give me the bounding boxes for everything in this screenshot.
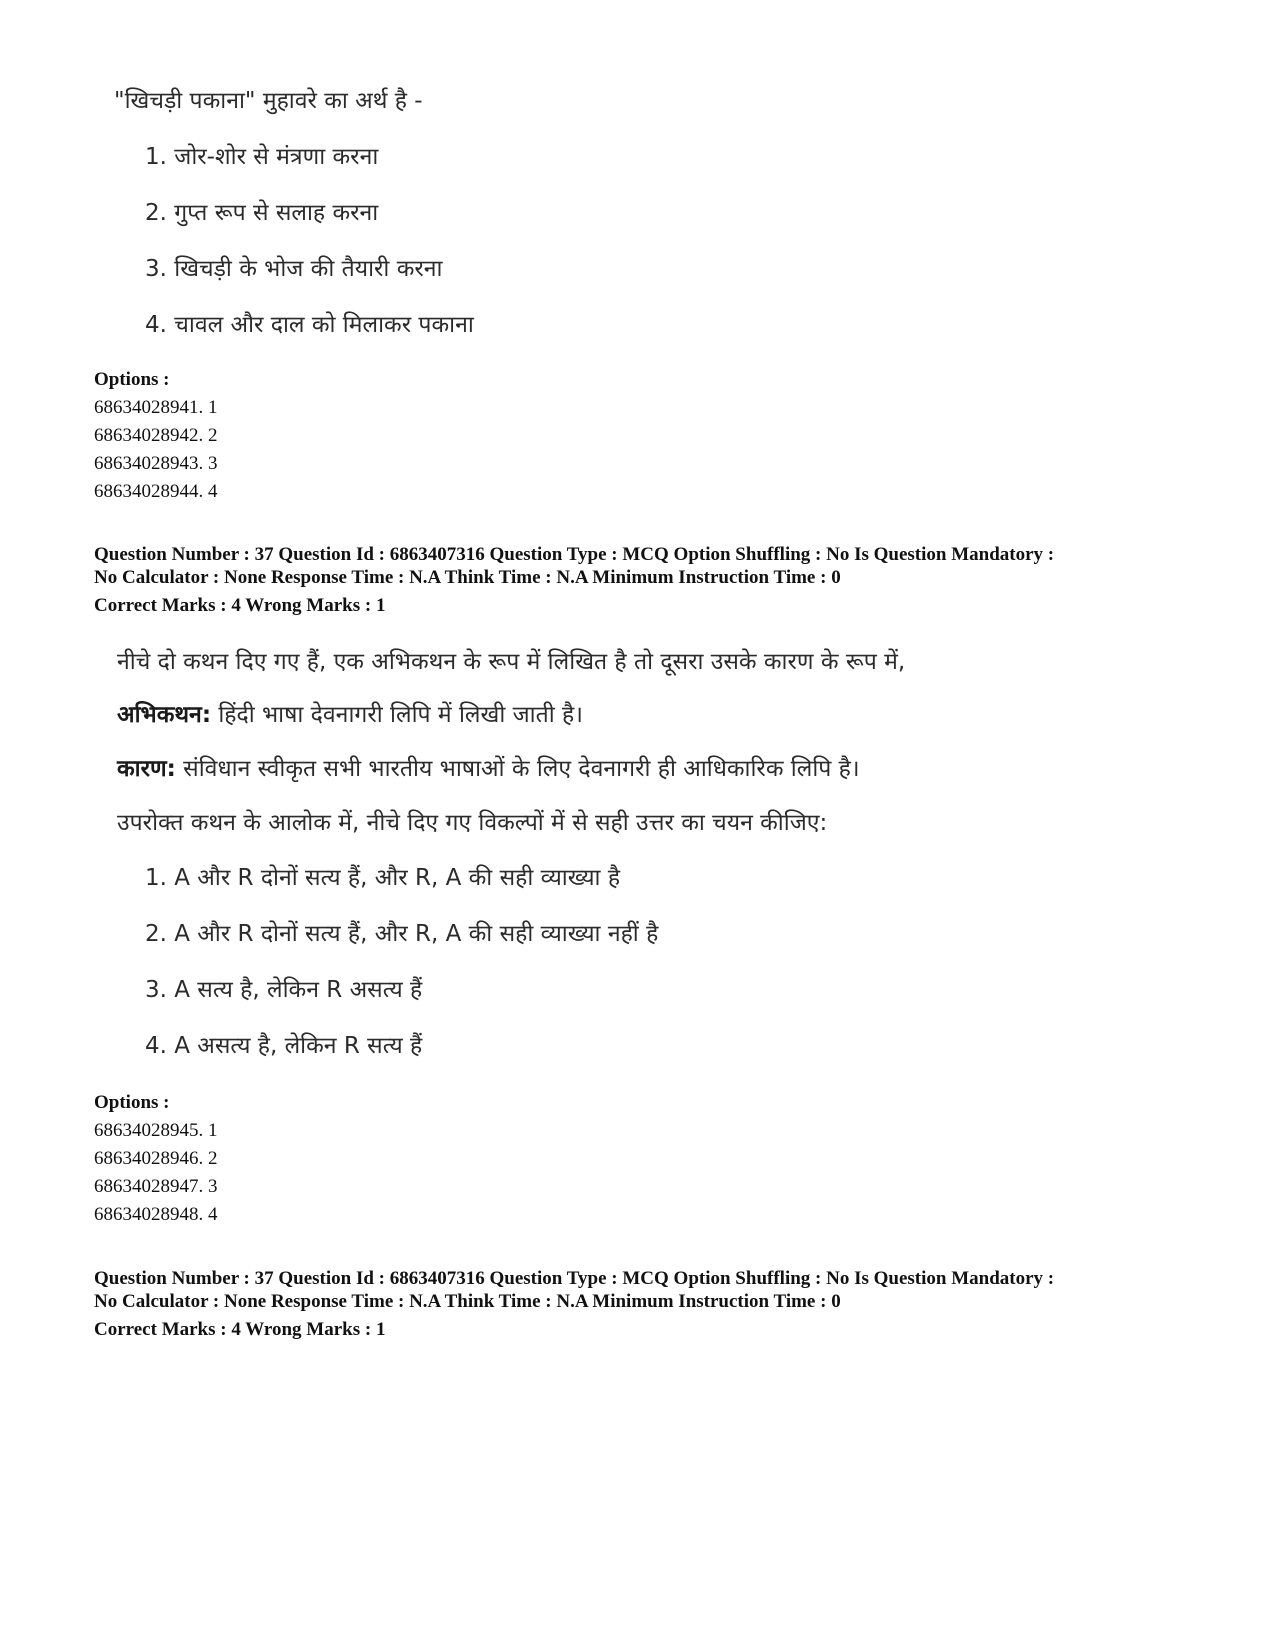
question-instruction: उपरोक्त कथन के आलोक में, नीचे दिए गए विकल्पों में से सही उत्तर का चयन कीजिए:: [117, 810, 828, 836]
choice-2: 2. गुप्त रूप से सलाह करना: [145, 200, 379, 226]
option-line: 68634028946. 2: [94, 1148, 218, 1169]
question-meta-line: No Calculator : None Response Time : N.A Think Time : N.A Minimum Instruction Time : 0: [94, 1291, 841, 1312]
options-label: Options :: [94, 1092, 170, 1113]
question-meta-line: Question Number : 37 Question Id : 6863407316 Question Type : MCQ Option Shuffling : No Is Question Mandatory :: [94, 1268, 1055, 1289]
question-meta-line: Question Number : 37 Question Id : 6863407316 Question Type : MCQ Option Shuffling : No Is Question Mandatory :: [94, 544, 1055, 565]
reason-text: संविधान स्वीकृत सभी भारतीय भाषाओं के लिए देवनागरी ही आधिकारिक लिपि है।: [175, 756, 860, 782]
choice-4: 4. A असत्य है, लेकिन R सत्य हैं: [145, 1033, 423, 1059]
question-intro: नीचे दो कथन दिए गए हैं, एक अभिकथन के रूप में लिखित है तो दूसरा उसके कारण के रूप में,: [117, 649, 906, 675]
assertion-label: अभिकथन:: [117, 702, 212, 728]
option-line: 68634028942. 2: [94, 425, 218, 446]
marks-line: Correct Marks : 4 Wrong Marks : 1: [94, 595, 386, 616]
choice-1: 1. जोर-शोर से मंत्रणा करना: [145, 144, 379, 170]
question-meta-line: No Calculator : None Response Time : N.A Think Time : N.A Minimum Instruction Time : 0: [94, 567, 841, 588]
question-stem: "खिचड़ी पकाना" मुहावरे का अर्थ है -: [114, 88, 423, 114]
choice-3: 3. A सत्य है, लेकिन R असत्य हैं: [145, 977, 423, 1003]
reason-statement: [117, 754, 860, 784]
marks-line: Correct Marks : 4 Wrong Marks : 1: [94, 1319, 386, 1340]
option-line: 68634028944. 4: [94, 481, 218, 502]
option-line: 68634028943. 3: [94, 453, 218, 474]
choice-1: 1. A और R दोनों सत्य हैं, और R, A की सही व्याख्या है: [145, 865, 621, 891]
option-line: 68634028947. 3: [94, 1176, 218, 1197]
option-line: 68634028948. 4: [94, 1204, 218, 1225]
option-line: 68634028945. 1: [94, 1120, 218, 1141]
choice-4: 4. चावल और दाल को मिलाकर पकाना: [145, 312, 474, 338]
assertion-statement: [117, 700, 583, 730]
reason-label: कारण:: [117, 756, 176, 782]
option-line: 68634028941. 1: [94, 397, 218, 418]
assertion-text: हिंदी भाषा देवनागरी लिपि में लिखी जाती है।: [211, 702, 583, 728]
choice-2: 2. A और R दोनों सत्य हैं, और R, A की सही व्याख्या नहीं है: [145, 921, 659, 947]
options-label: Options :: [94, 369, 170, 390]
choice-3: 3. खिचड़ी के भोज की तैयारी करना: [145, 256, 443, 282]
